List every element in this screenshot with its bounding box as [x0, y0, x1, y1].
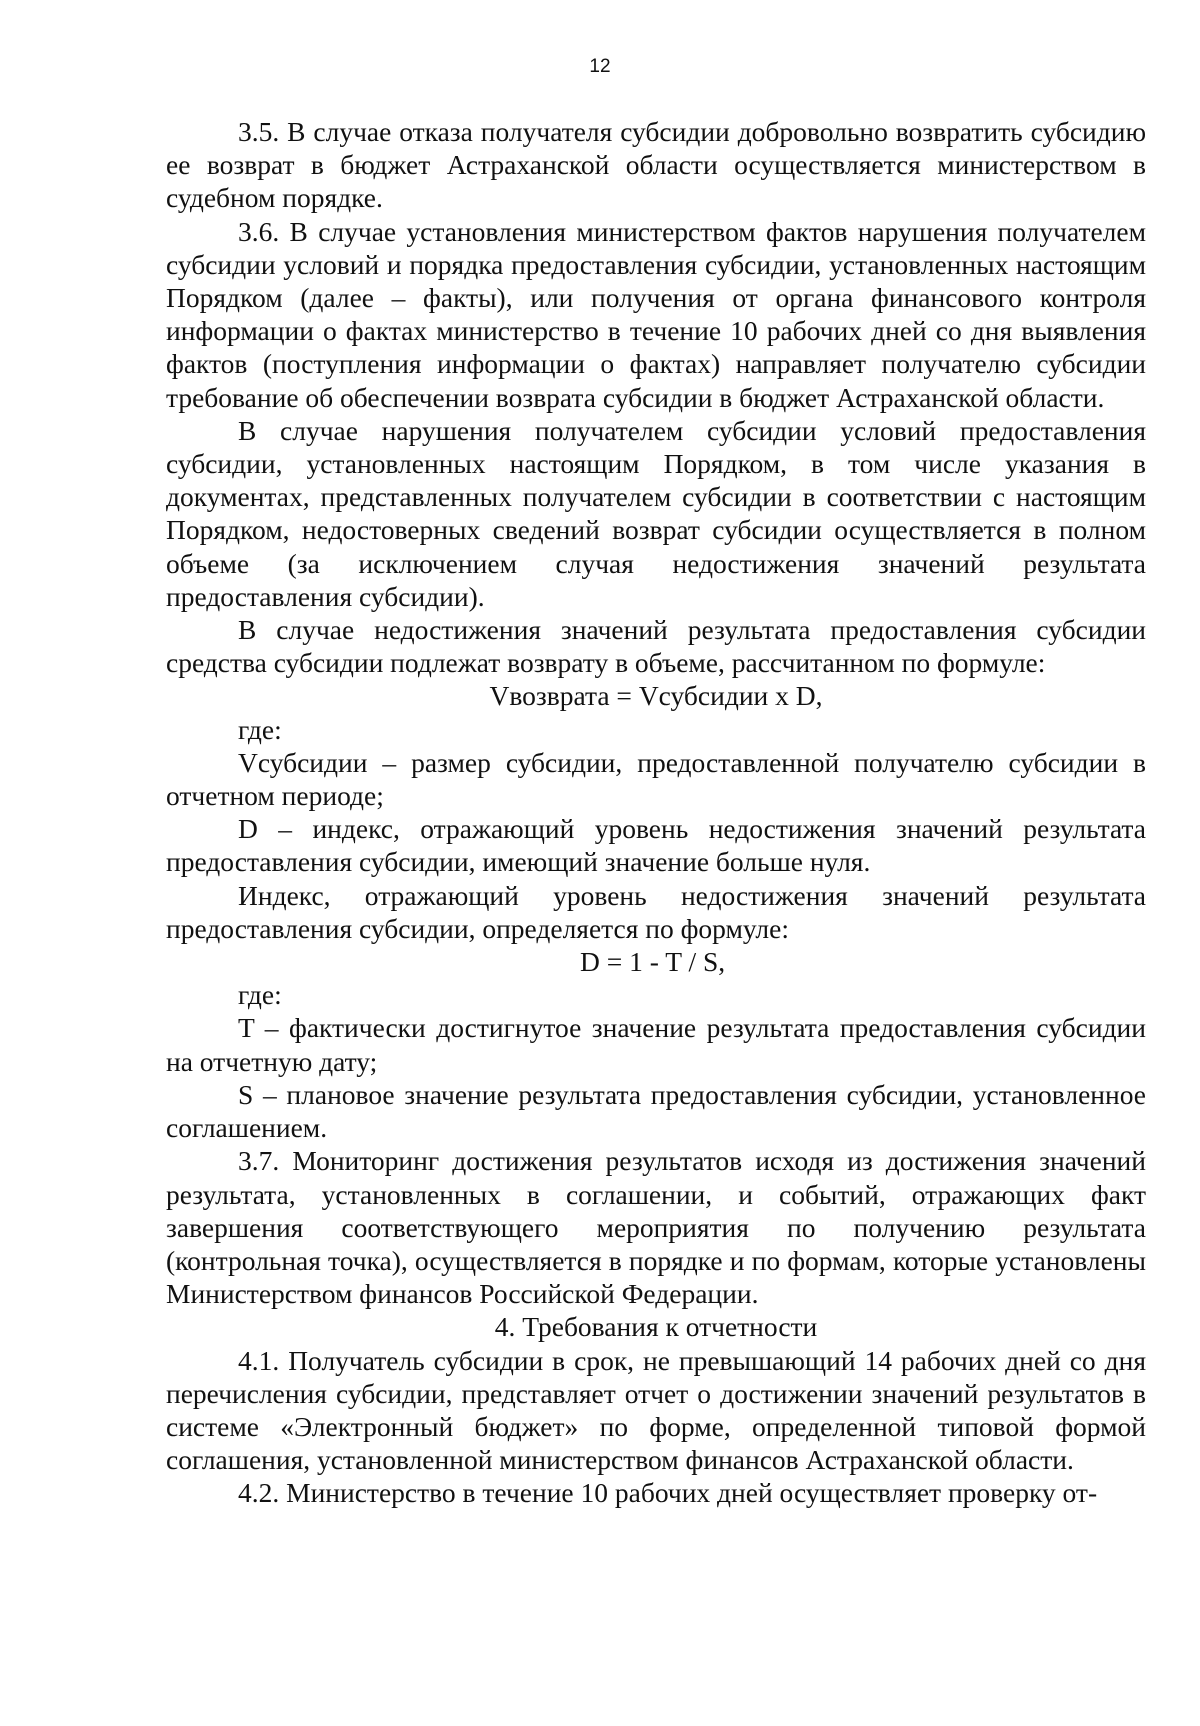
definition-d-index: D – индекс, отражающий уровень недостижения значений результата предоставления субсидии, имеющий значение больше нуля. — [166, 813, 1146, 878]
paragraph-3-6: 3.6. В случае установления министерством фактов нарушения получателем субсидии условий и порядка предоставления субсидии, установленных настоящим Порядком (далее – факты), или получения от органа финансового контроля информации о фактах министерство в течение 10 рабочих дней со дня выявления фактов (поступления информации о фактах) направляет получателю субсидии требование об обеспечении возврата субсидии в бюджет Астраханской области. — [166, 215, 1146, 413]
section-heading-4: 4. Требования к отчетности — [494, 1311, 818, 1343]
paragraph-4-2: 4.2. Министерство в течение 10 рабочих дней осуществляет проверку от- — [238, 1477, 1098, 1509]
definition-v-subsidy: Vсубсидии – размер субсидии, предоставленной получателю субсидии в отчетном периоде; — [166, 746, 1146, 812]
paragraph-nonachievement: В случае недостижения значений результата предоставления субсидии средства субсидии подлежат возврату в объеме, рассчитанном по формуле: — [166, 614, 1146, 679]
document-body — [166, 115, 1146, 1510]
where-label-2: где: — [238, 979, 282, 1011]
paragraph-4-1: 4.1. Получатель субсидии в срок, не превышающий 14 рабочих дней со дня перечисления субсидии, представляет отчет о достижении значений результатов в системе «Электронный бюджет» по форме, определенной типовой формой соглашения, установленной министерством финансов Астраханской области. — [166, 1344, 1146, 1476]
paragraph-3-7: 3.7. Мониторинг достижения результатов исходя из достижения значений результата, установленных в соглашении, и событий, отражающих факт завершения соответствующего мероприятия по получению результата (контрольная точка), осуществляется в порядке и по формам, которые установлены Министерством финансов Российской Федерации. — [166, 1145, 1146, 1310]
paragraph-3-5: 3.5. В случае отказа получателя субсидии добровольно возвратить субсидию ее возврат в бюджет Астраханской области осуществляется министерством в судебном порядке. — [166, 116, 1146, 214]
definition-s-planned: S – плановое значение результата предоставления субсидии, установленное соглашением. — [166, 1078, 1146, 1144]
page-number: 12 — [589, 56, 611, 77]
formula-index: D = 1 - T / S, — [580, 946, 726, 978]
paragraph-violation: В случае нарушения получателем субсидии условий предоставления субсидии, установленных настоящим Порядком, в том числе указания в документах, представленных получателем субсидии в соответствии с настоящим Порядком, недостоверных сведений возврат субсидии осуществляется в полном объеме (за исключением случая недостижения значений результата предоставления субсидии). — [166, 414, 1146, 612]
paragraph-index: Индекс, отражающий уровень недостижения значений результата предоставления субсидии, определяется по формуле: — [166, 879, 1146, 944]
definition-t-actual: T – фактически достигнутое значение результата предоставления субсидии на отчетную дату; — [166, 1012, 1146, 1077]
formula-return-volume: Vвозврата = Vсубсидии x D, — [489, 680, 823, 712]
where-label-1: где: — [238, 713, 282, 745]
